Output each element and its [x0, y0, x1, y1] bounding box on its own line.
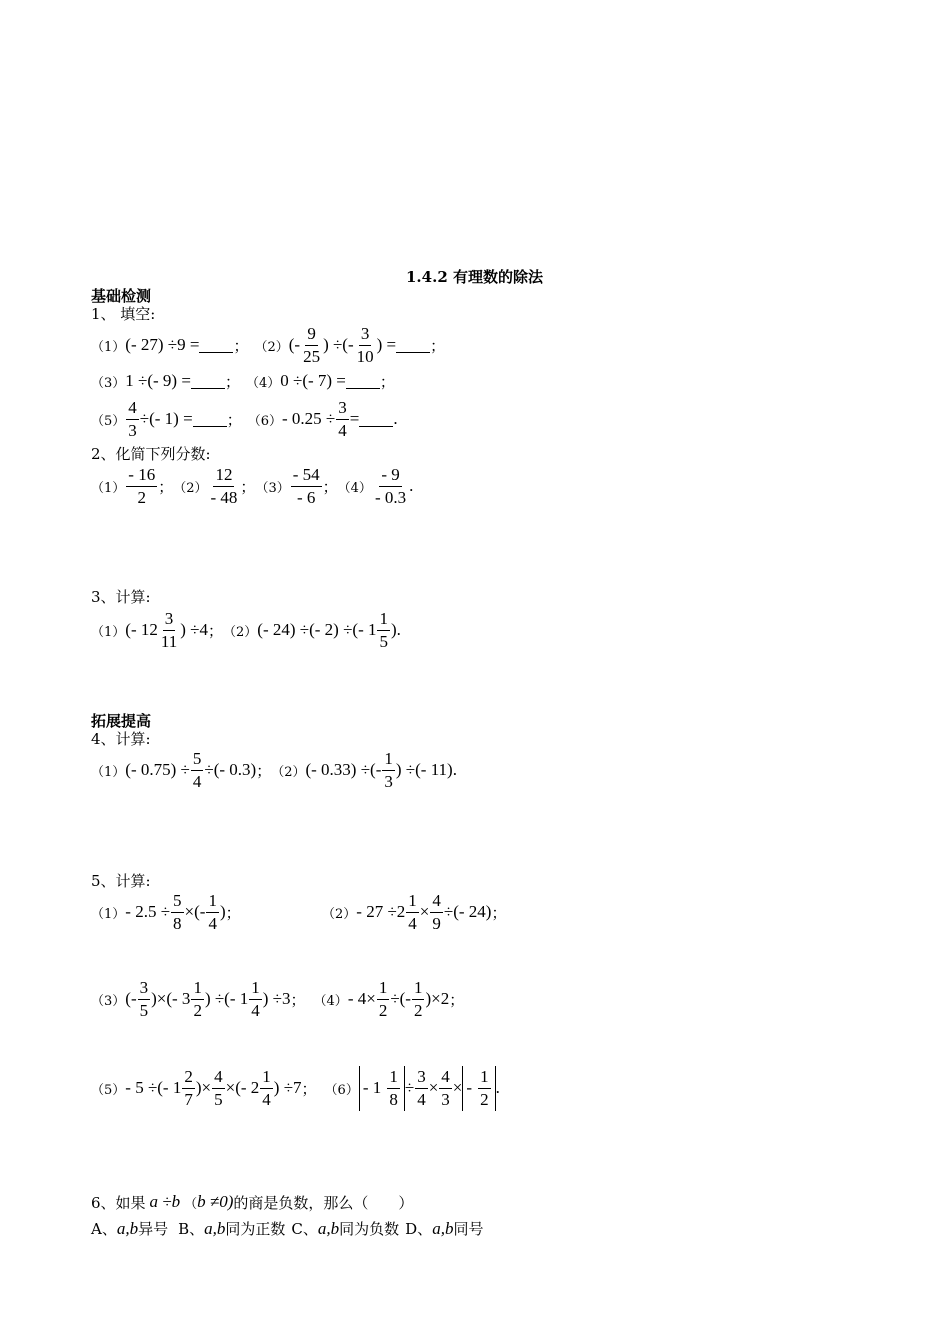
separator: ； [224, 372, 240, 391]
numerator: - 54 [291, 464, 322, 487]
option-c[interactable] [291, 1218, 399, 1239]
fraction [159, 608, 179, 653]
option-vars: a,b [204, 1218, 226, 1238]
denominator: 2 [480, 1089, 489, 1109]
expr-part: ) ÷(- 1 [204, 989, 249, 1008]
denominator: 4 [408, 913, 417, 933]
expr-part: ÷(- 0.3) [204, 760, 257, 779]
numerator: 1 [191, 977, 204, 1000]
option-text: 同为负数 [339, 1219, 400, 1238]
separator: ； [449, 990, 465, 1009]
numerator: 1 [249, 977, 262, 1000]
q1-expr-2-pre: (- [288, 335, 301, 354]
fraction [412, 977, 425, 1022]
numerator: 5 [171, 890, 184, 913]
numerator: 4 [439, 1066, 452, 1089]
q6-heading-post: 的商是负数，那么（ ） [233, 1193, 414, 1212]
q4-tag-2: （2） [271, 764, 306, 780]
q2-row [91, 462, 413, 510]
separator: ； [322, 477, 338, 496]
separator: ； [226, 410, 242, 429]
q2-heading: 2、化简下列分数: [91, 445, 211, 463]
numerator: 9 [305, 323, 318, 346]
denominator: 4 [338, 420, 347, 440]
q1-tag-3: （3） [91, 375, 126, 391]
denominator: 2 [193, 1000, 202, 1020]
q1-expr-3: 1 ÷(- 9) = [125, 371, 191, 390]
denominator: 4 [417, 1089, 426, 1109]
fraction [138, 977, 151, 1022]
denominator: 3 [441, 1089, 450, 1109]
q2-tag-2: （2） [173, 480, 208, 496]
q3-row [91, 606, 401, 654]
expr-part: ×(- [184, 902, 206, 921]
q1-tag-4: （4） [245, 375, 281, 391]
expr-part: (- 0.75) ÷ [125, 760, 190, 779]
q6-options [91, 1216, 483, 1240]
separator: ； [301, 1079, 317, 1098]
separator: ； [207, 621, 223, 640]
denominator: 4 [208, 913, 217, 933]
numerator: 1 [387, 1066, 400, 1089]
expr-part: - 1 [362, 1077, 382, 1097]
answer-blank[interactable] [346, 374, 380, 389]
q3-tag-2: （2） [223, 624, 258, 640]
fraction [415, 1066, 428, 1111]
denominator: - 0.3 [374, 487, 407, 507]
section-basic: 基础检测 [91, 287, 152, 305]
expr-part: )×2 [425, 989, 450, 1008]
numerator: 1 [406, 890, 419, 913]
fraction [336, 397, 349, 442]
denominator: 2 [413, 1000, 423, 1020]
denominator: - 48 [210, 487, 238, 507]
denominator: 2 [378, 1000, 388, 1020]
numerator: 1 [478, 1066, 491, 1089]
q4-heading: 4、计算: [91, 730, 151, 748]
answer-blank[interactable] [199, 338, 233, 353]
fraction [171, 890, 184, 935]
fraction [126, 397, 139, 442]
expr-part: ) ÷4 [180, 620, 208, 639]
numerator: 12 [213, 464, 234, 487]
denominator: 25 [303, 346, 321, 366]
numerator: 4 [430, 890, 443, 913]
numerator: 3 [359, 323, 372, 346]
denominator: 4 [251, 1000, 260, 1020]
option-label: C、 [291, 1219, 318, 1238]
separator: ； [379, 372, 395, 391]
answer-blank[interactable] [359, 412, 393, 427]
fraction [377, 608, 390, 653]
option-label: B、 [178, 1219, 205, 1238]
q3-heading: 3、计算: [91, 588, 151, 606]
q5-item-5 [91, 1064, 500, 1112]
expr-part: )×(- 3 [151, 989, 191, 1008]
expr-part: × [419, 902, 430, 921]
fraction [126, 464, 157, 509]
fraction [209, 464, 240, 509]
q2-tag-4: （4） [337, 480, 372, 496]
fraction [260, 1066, 273, 1111]
denominator: - 6 [296, 487, 316, 507]
expr-part: ) ÷(- 11) [395, 760, 453, 779]
numerator: 1 [382, 748, 395, 771]
separator: ； [240, 477, 256, 496]
period: . [409, 476, 414, 495]
q1-row3 [91, 396, 398, 442]
option-vars: a,b [116, 1218, 139, 1238]
expr-part: ) [390, 620, 397, 639]
fraction [355, 323, 376, 368]
period: . [495, 1078, 500, 1097]
expr-part: ÷ [404, 1078, 415, 1097]
option-label: A、 [91, 1219, 117, 1238]
separator: ； [233, 336, 249, 355]
numerator: 5 [191, 748, 204, 771]
fraction [439, 1066, 452, 1111]
fraction [430, 890, 443, 935]
q5-tag-3: （3） [91, 993, 126, 1009]
q2-tag-1: （1） [91, 480, 126, 496]
q1-expr-2-mid: ) ÷(- [323, 335, 354, 354]
expr-part: ) ÷3 [262, 989, 291, 1008]
separator: ； [225, 903, 241, 922]
fraction [182, 1066, 195, 1111]
expr-part: ÷(- [390, 989, 411, 1008]
numerator: 3 [336, 397, 349, 420]
expr-part: - 2.5 ÷ [125, 902, 171, 921]
denominator: 10 [356, 346, 374, 366]
q1-tag-2: （2） [254, 339, 289, 355]
answer-blank[interactable] [396, 338, 430, 353]
fraction [191, 748, 204, 793]
q5-item-2 [322, 888, 506, 936]
q1-expr-6-post: = [349, 409, 360, 428]
separator: ； [158, 477, 174, 496]
fraction [249, 977, 262, 1022]
expr-part: (- 12 [125, 620, 158, 639]
fraction [478, 1066, 491, 1111]
expr-part: ÷(- 24) [443, 902, 492, 921]
denominator: 2 [137, 487, 146, 507]
expr-part: (- 0.33) ÷(- [305, 760, 382, 779]
q1-expr-4: 0 ÷(- 7) = [280, 371, 346, 390]
option-text: 同号 [453, 1219, 484, 1238]
expr-part: ) [219, 902, 226, 921]
option-vars: a,b [432, 1218, 454, 1238]
separator: ； [430, 336, 446, 355]
option-text: 同为正数 [225, 1219, 286, 1238]
q6-heading-pre: 6、如果 [91, 1193, 146, 1212]
option-b[interactable] [178, 1218, 285, 1239]
denominator: 3 [128, 420, 137, 440]
expr-part: × [452, 1078, 463, 1097]
q1-tag-1: （1） [91, 339, 126, 355]
option-d[interactable] [405, 1218, 483, 1239]
numerator: 1 [377, 977, 390, 1000]
denominator: 9 [432, 913, 441, 933]
period: . [452, 760, 457, 779]
page-title: 1.4.2 有理数的除法 [406, 268, 543, 286]
denominator: 8 [389, 1089, 398, 1109]
absolute-value [462, 1066, 495, 1111]
answer-blank[interactable] [191, 374, 225, 389]
fraction [212, 1066, 225, 1111]
numerator: 1 [206, 890, 219, 913]
expr-part: )× [195, 1078, 212, 1097]
q1-expr-2-post: ) = [376, 335, 397, 354]
numerator: 1 [412, 977, 425, 1000]
option-label: D、 [405, 1219, 433, 1238]
denominator: 4 [262, 1089, 271, 1109]
q5-tag-4: （4） [313, 993, 348, 1009]
denominator: 4 [192, 771, 202, 791]
fraction [301, 323, 322, 368]
denominator: 5 [214, 1089, 223, 1109]
q1-tag-5: （5） [91, 413, 126, 429]
expr-part: - [466, 1077, 473, 1097]
numerator: 4 [126, 397, 139, 420]
period: . [396, 620, 401, 639]
q5-tag-1: （1） [91, 906, 126, 922]
numerator: 4 [212, 1066, 225, 1089]
q5-heading: 5、计算: [91, 872, 151, 890]
numerator: 3 [138, 977, 151, 1000]
q4-row [91, 746, 457, 794]
section-extend: 拓展提高 [91, 712, 152, 730]
q6-cond-pre: （ [184, 1196, 198, 1212]
expr-part: (- 24) ÷(- 2) ÷(- 1 [257, 620, 377, 639]
fraction [191, 977, 204, 1022]
denominator: 5 [379, 631, 388, 651]
separator: ； [290, 990, 306, 1009]
option-a[interactable] [91, 1218, 168, 1239]
period: . [393, 409, 398, 428]
q1-expr-6-pre: - 0.25 ÷ [281, 409, 336, 428]
q5-tag-2: （2） [322, 906, 357, 922]
expr-part: × [428, 1078, 439, 1097]
q4-tag-1: （1） [91, 764, 126, 780]
expr-part: - 4× [347, 989, 376, 1008]
numerator: 2 [182, 1066, 195, 1089]
expr-part: - 5 ÷(- 1 [125, 1078, 182, 1097]
fraction [406, 890, 419, 935]
expr-part: (- [125, 989, 137, 1008]
option-text: 异号 [138, 1219, 169, 1238]
q6-heading [91, 1190, 413, 1214]
numerator: 1 [260, 1066, 273, 1089]
numerator: - 16 [126, 464, 157, 487]
answer-blank[interactable] [193, 412, 227, 427]
q1-row2 [91, 369, 395, 393]
fraction [382, 748, 395, 793]
numerator: 1 [377, 608, 390, 631]
q5-item-3 [91, 975, 464, 1023]
q1-heading: 1、 填空: [91, 305, 156, 323]
denominator: 11 [160, 631, 178, 651]
q3-tag-1: （1） [91, 624, 126, 640]
expr-part: ) ÷7 [273, 1078, 302, 1097]
denominator: 8 [173, 913, 182, 933]
q5-tag-5: （5） [91, 1082, 126, 1098]
expr-part: - 27 ÷2 [356, 902, 406, 921]
numerator: - 9 [379, 464, 401, 487]
expr-part: ×(- 2 [225, 1078, 260, 1097]
absolute-value [359, 1066, 405, 1111]
numerator: 3 [415, 1066, 428, 1089]
q1-expr-1: (- 27) ÷9 = [125, 335, 200, 354]
q6-cond: b ≠0) [197, 1192, 234, 1211]
q1-tag-6: （6） [247, 413, 282, 429]
fraction [377, 977, 390, 1022]
denominator: 3 [384, 771, 393, 791]
fraction [206, 890, 219, 935]
q2-tag-3: （3） [255, 480, 290, 496]
q6-expr: a ÷b [149, 1192, 181, 1211]
fraction [373, 464, 408, 509]
q5-item-1 [91, 888, 241, 936]
q1-row1 [91, 322, 445, 368]
separator: ； [256, 761, 272, 780]
fraction [291, 464, 322, 509]
q1-expr-5-post: ÷(- 1) = [139, 409, 193, 428]
denominator: 7 [184, 1089, 193, 1109]
q5-tag-6: （6） [324, 1082, 359, 1098]
denominator: 5 [139, 1000, 149, 1020]
separator: ； [491, 903, 507, 922]
numerator: 3 [163, 608, 176, 631]
option-vars: a,b [317, 1218, 340, 1238]
fraction [387, 1066, 400, 1111]
